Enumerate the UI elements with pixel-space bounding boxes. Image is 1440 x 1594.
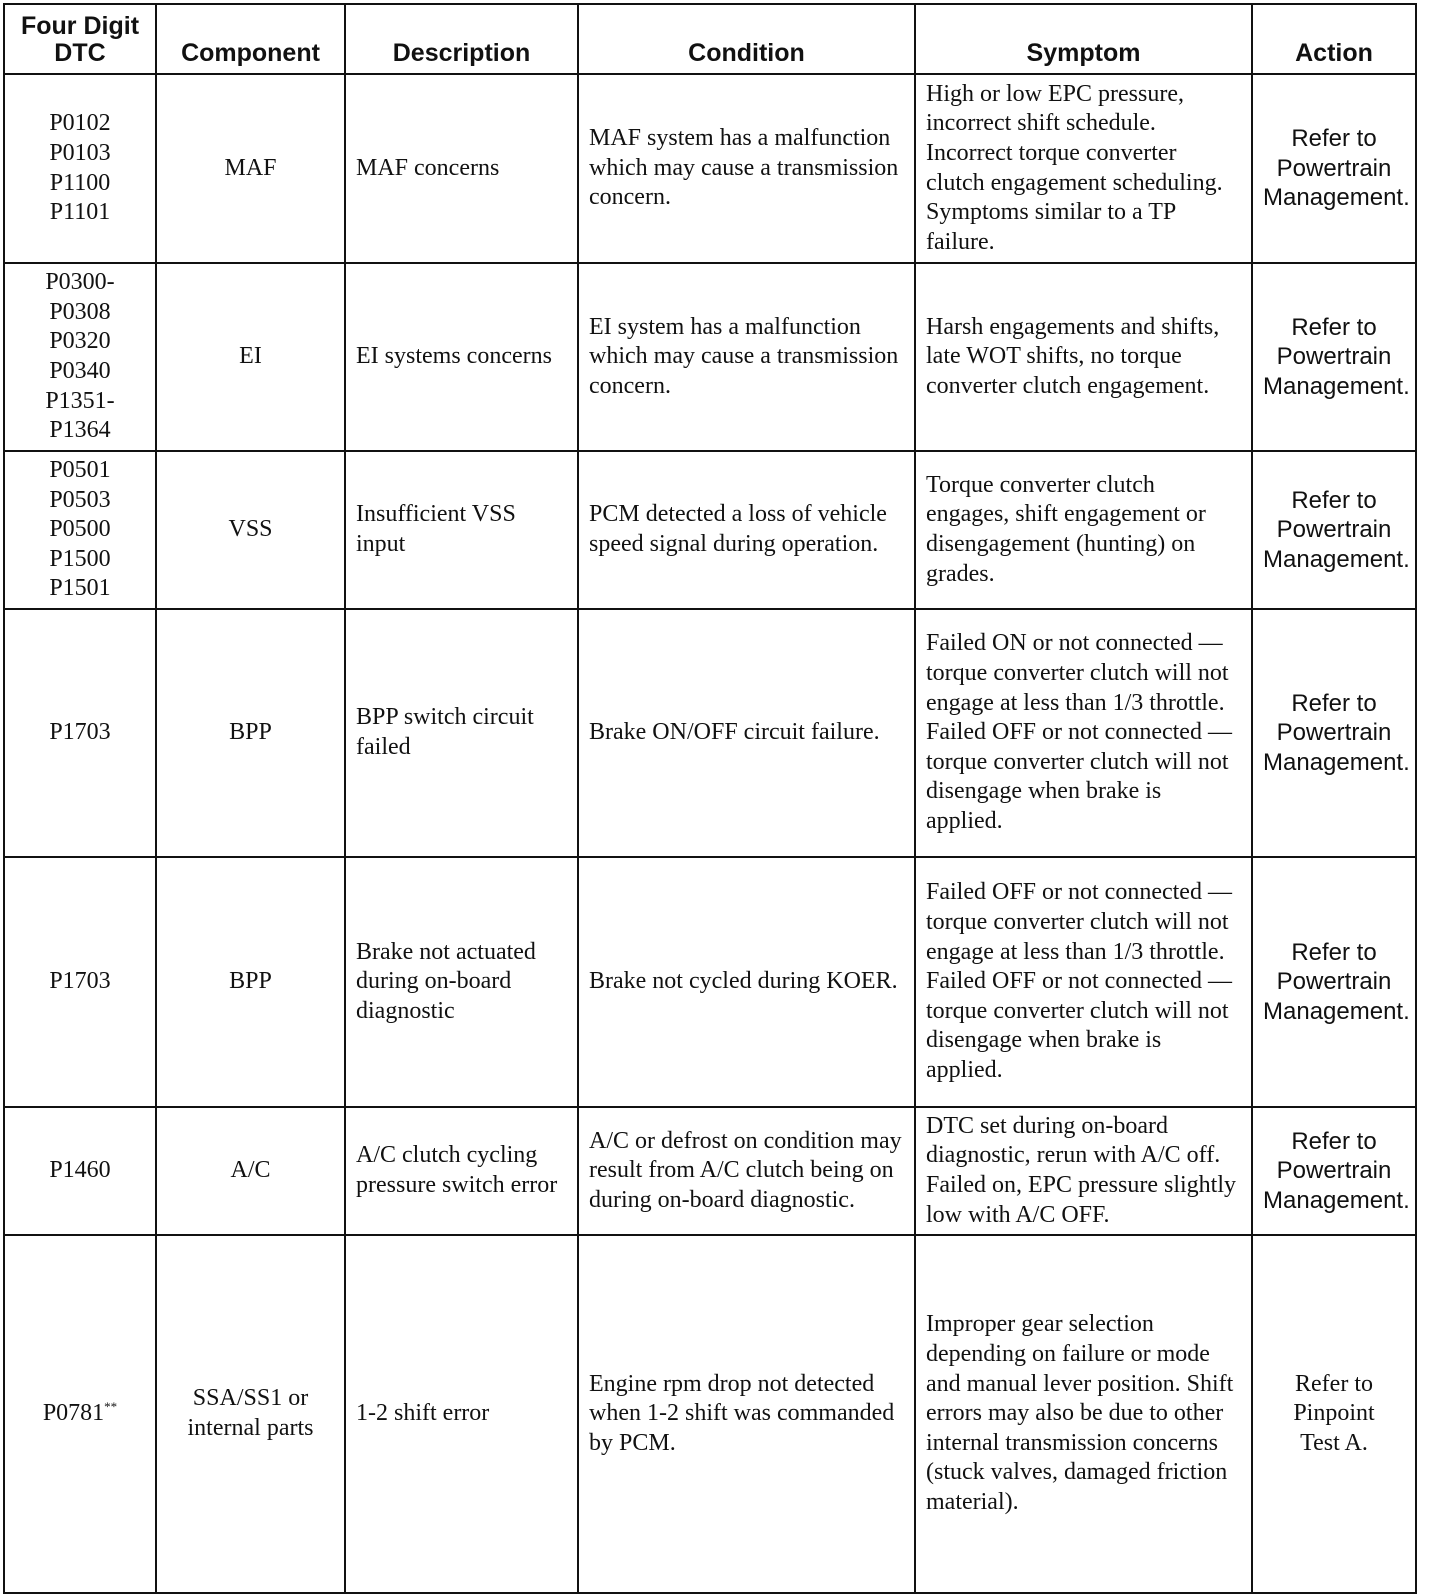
component-cell: A/C: [156, 1107, 345, 1235]
action-line: Refer to: [1291, 313, 1377, 341]
action-cell: [1252, 1107, 1416, 1235]
dtc-cell: [4, 74, 156, 263]
component-cell: BPP: [156, 609, 345, 857]
component-cell: VSS: [156, 451, 345, 609]
dtc-code: P1101: [49, 199, 111, 226]
symptom-cell: DTC set during on-board diagnostic, rerun with A/C off. Failed on, EPC pressure slightly low with A/C OFF.: [915, 1107, 1252, 1235]
table-row: [4, 1235, 1416, 1593]
footnote-marker: **: [104, 1399, 118, 1415]
dtc-code: P0103: [49, 139, 111, 166]
action-line: Powertrain: [1276, 968, 1392, 996]
condition-cell: A/C or defrost on condition may result from A/C clutch being on during on-board diagnostic.: [578, 1107, 915, 1235]
dtc-code: P1703: [49, 968, 111, 995]
action-line: Management.: [1263, 372, 1410, 400]
header-row: [4, 4, 1416, 74]
dtc-code-line: [15, 1399, 145, 1429]
header-dtc: Four Digit DTC: [4, 4, 156, 74]
action-line: Management.: [1263, 748, 1410, 776]
symptom-cell: Harsh engagements and shifts, late WOT shifts, no torque converter clutch engagement.: [915, 263, 1252, 451]
dtc-cell: [4, 451, 156, 609]
dtc-code: P1501: [49, 575, 111, 602]
action-line: Refer to: [1291, 1127, 1377, 1155]
dtc-table: [3, 3, 1417, 1594]
action-line: Powertrain: [1276, 719, 1392, 747]
action-line: Test A.: [1300, 1429, 1368, 1456]
dtc-code: P1351-: [45, 387, 115, 414]
action-line: Powertrain: [1276, 1157, 1392, 1185]
dtc-code: P1100: [49, 169, 111, 196]
description-cell: BPP switch circuit failed: [345, 609, 578, 857]
action-cell: [1252, 609, 1416, 857]
action-cell: [1252, 451, 1416, 609]
action-cell: [1252, 74, 1416, 263]
dtc-cell: [4, 1235, 156, 1593]
action-cell: [1252, 857, 1416, 1107]
dtc-code: P0340: [49, 358, 111, 384]
dtc-code: P1364: [49, 417, 111, 444]
dtc-cell: [4, 1107, 156, 1235]
header-action: Action: [1252, 4, 1416, 74]
symptom-cell: Failed OFF or not connected — torque converter clutch will not engage at less than 1/3 throttle. Failed OFF or not connected — torque converter clutch will not disengage when brake is applied.: [915, 857, 1252, 1107]
action-line: Powertrain: [1276, 516, 1392, 544]
component-cell: EI: [156, 263, 345, 451]
dtc-code: P0501: [49, 457, 111, 484]
action-line: Management.: [1263, 184, 1410, 212]
action-line: Refer to: [1291, 689, 1377, 717]
action-cell: [1252, 1235, 1416, 1593]
symptom-cell: High or low EPC pressure, incorrect shift schedule. Incorrect torque converter clutch engagement scheduling. Symptoms similar to a TP failure.: [915, 74, 1252, 263]
description-cell: 1-2 shift error: [345, 1235, 578, 1593]
header-condition: Condition: [578, 4, 915, 74]
action-cell: [1252, 263, 1416, 451]
action-line: Powertrain: [1276, 154, 1392, 182]
symptom-cell: Failed ON or not connected — torque converter clutch will not engage at less than 1/3 throttle. Failed OFF or not connected — torque converter clutch will not disengage when brake is applied.: [915, 609, 1252, 857]
header-description: Description: [345, 4, 578, 74]
dtc-code: P0503: [49, 486, 111, 513]
dtc-code: P0781: [42, 1400, 105, 1427]
component-cell: MAF: [156, 74, 345, 263]
dtc-code: P0300-: [45, 269, 115, 296]
symptom-cell: Torque converter clutch engages, shift engagement or disengagement (hunting) on grades.: [915, 451, 1252, 609]
condition-cell: Brake not cycled during KOER.: [578, 857, 915, 1107]
table-body: [4, 74, 1416, 1593]
condition-cell: EI system has a malfunction which may cause a transmission concern.: [578, 263, 915, 451]
component-cell: SSA/SS1 or internal parts: [156, 1235, 345, 1593]
dtc-code: P0308: [49, 298, 111, 325]
condition-cell: Engine rpm drop not detected when 1-2 shift was commanded by PCM.: [578, 1235, 915, 1593]
table-row: [4, 263, 1416, 451]
dtc-code: P1460: [49, 1157, 111, 1184]
table-row: [4, 857, 1416, 1107]
action-line: Management.: [1263, 997, 1410, 1025]
action-line: Refer to: [1291, 486, 1377, 514]
description-cell: MAF concerns: [345, 74, 578, 263]
header-component: Component: [156, 4, 345, 74]
action-line: Powertrain: [1276, 343, 1392, 371]
dtc-code: P1703: [49, 719, 111, 746]
header-symptom: Symptom: [915, 4, 1252, 74]
table-row: [4, 451, 1416, 609]
action-line: Pinpoint: [1293, 1400, 1375, 1427]
description-cell: Insufficient VSS input: [345, 451, 578, 609]
action-line: Management.: [1263, 1186, 1410, 1214]
action-line: Refer to: [1291, 125, 1377, 153]
table-row: [4, 74, 1416, 263]
component-cell: BPP: [156, 857, 345, 1107]
dtc-code: P1500: [49, 545, 111, 572]
dtc-cell: [4, 609, 156, 857]
table-row: [4, 1107, 1416, 1235]
condition-cell: PCM detected a loss of vehicle speed signal during operation.: [578, 451, 915, 609]
description-cell: Brake not actuated during on-board diagnostic: [345, 857, 578, 1107]
dtc-cell: [4, 857, 156, 1107]
action-line: Management.: [1263, 545, 1410, 573]
condition-cell: Brake ON/OFF circuit failure.: [578, 609, 915, 857]
dtc-code: P0102: [49, 110, 111, 137]
action-line: Refer to: [1291, 938, 1377, 966]
action-line: Refer to: [1295, 1370, 1373, 1397]
description-cell: EI systems concerns: [345, 263, 578, 451]
symptom-cell: Improper gear selection depending on failure or mode and manual lever position. Shift errors may also be due to other internal transmission concerns (stuck valves, damaged friction material).: [915, 1235, 1252, 1593]
dtc-code: P0500: [49, 516, 111, 543]
table-row: [4, 609, 1416, 857]
description-cell: A/C clutch cycling pressure switch error: [345, 1107, 578, 1235]
condition-cell: MAF system has a malfunction which may cause a transmission concern.: [578, 74, 915, 263]
dtc-cell: [4, 263, 156, 451]
dtc-code: P0320: [49, 328, 111, 355]
